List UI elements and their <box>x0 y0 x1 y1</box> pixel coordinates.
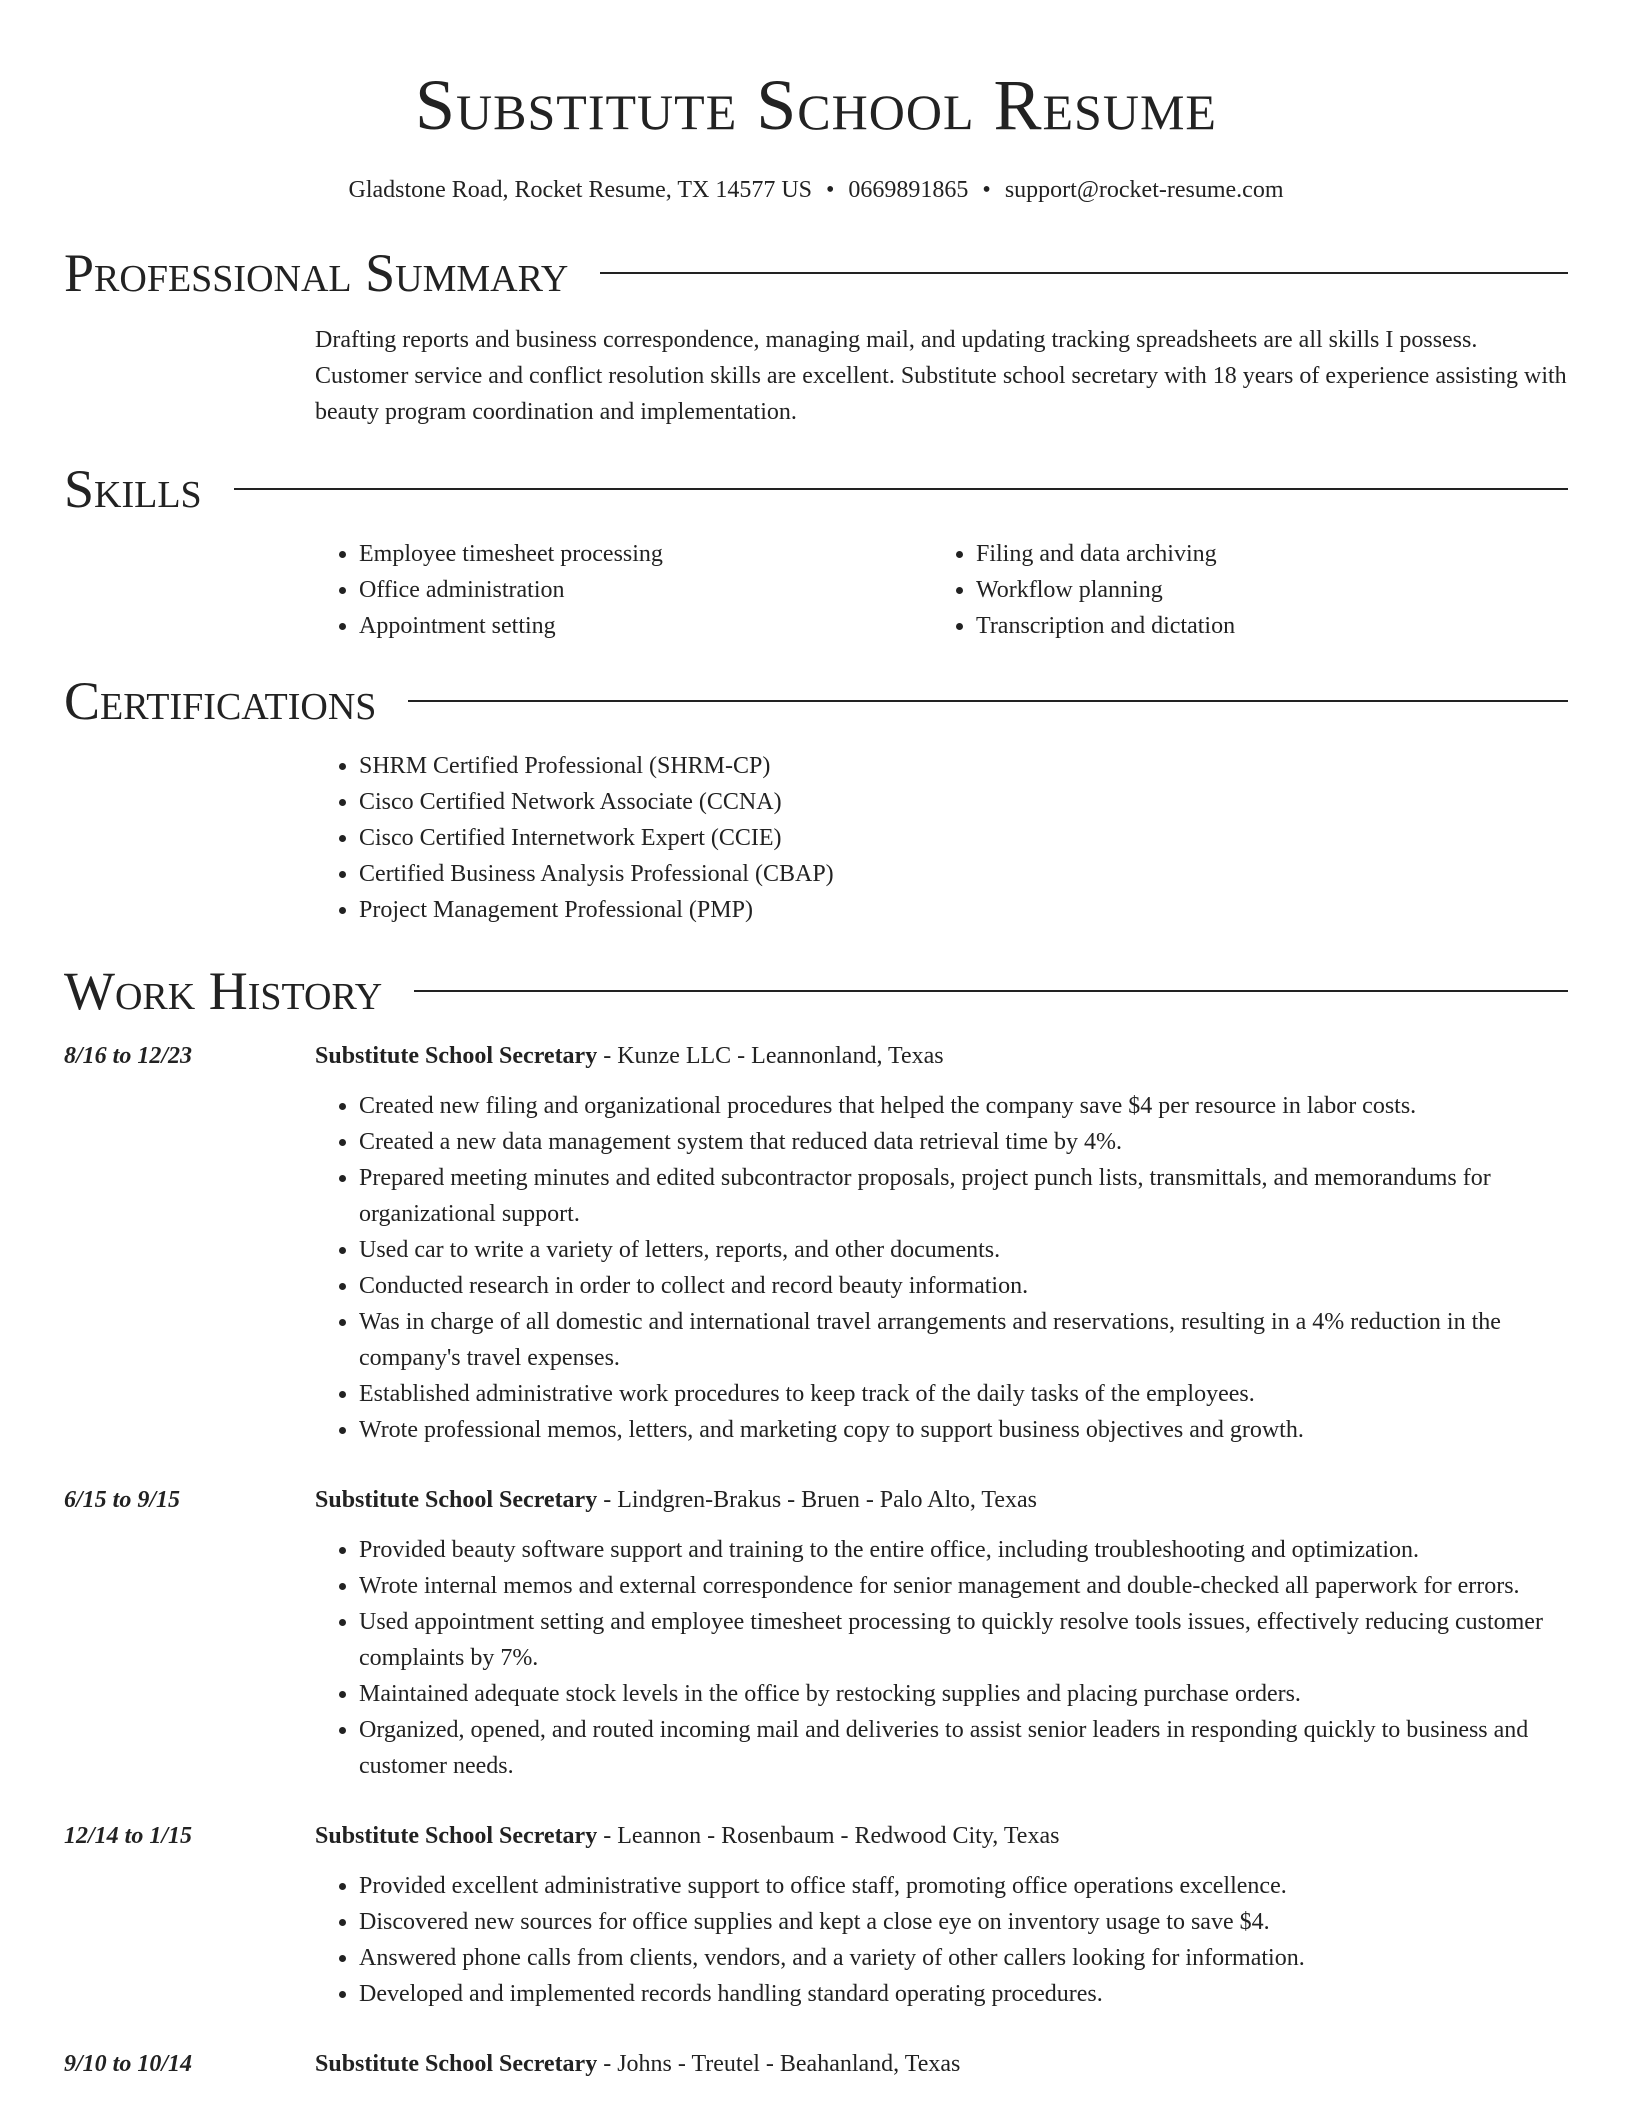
job-main <box>315 1482 1568 1784</box>
contact-email: support@rocket-resume.com <box>1004 177 1284 203</box>
job-title: Substitute School Secretary <box>315 1487 598 1513</box>
job-bullet: • Discovered new sources for office supplies and kept a close eye on inventory usage to save $4. <box>359 1904 1568 1940</box>
skills-list-left <box>315 536 932 644</box>
work-section-header <box>64 956 1568 1026</box>
job-bullet: • Created new filing and organizational procedures that helped the company save $4 per resource in labor costs. <box>359 1088 1568 1124</box>
certifications-section-body <box>315 748 1568 928</box>
certifications-section-title: Certifications <box>64 671 377 731</box>
job-bullet: • Prepared meeting minutes and edited subcontractor proposals, project punch lists, transmittals, and memorandums for organizational support. <box>359 1160 1568 1232</box>
summary-section-body <box>315 322 1568 430</box>
skills-list-right <box>932 536 1549 644</box>
summary-section-title: Professional Summary <box>64 243 569 303</box>
skill-item: • Transcription and dictation <box>976 608 1549 644</box>
section-divider <box>234 488 1568 490</box>
job-dates: 8/16 to 12/23 <box>64 1043 193 1069</box>
job-bullet: • Wrote internal memos and external correspondence for senior management and double-checked all paperwork for errors. <box>359 1568 1568 1604</box>
contact-address: Gladstone Road, Rocket Resume, TX 14577 US <box>348 177 812 203</box>
job-bullet: • Was in charge of all domestic and international travel arrangements and reservations, resulting in a 4% reduction in the company's travel expenses. <box>359 1304 1568 1376</box>
certifications-list <box>315 748 1568 928</box>
summary-section-header <box>64 238 1568 308</box>
job-main <box>315 1818 1568 2012</box>
certification-item: • Project Management Professional (PMP) <box>359 892 1568 928</box>
job-bullet: • Wrote professional memos, letters, and marketing copy to support business objectives and growth. <box>359 1412 1568 1448</box>
resume-title: Substitute School Resume <box>415 65 1217 145</box>
certification-item: • Certified Business Analysis Professional (CBAP) <box>359 856 1568 892</box>
skill-item: • Appointment setting <box>359 608 932 644</box>
job-employer: - Johns - Treutel - Beahanland, Texas <box>597 2051 961 2077</box>
job-title: Substitute School Secretary <box>315 1043 598 1069</box>
job-employer: - Leannon - Rosenbaum - Redwood City, Texas <box>597 1823 1060 1849</box>
section-divider <box>408 700 1568 702</box>
job-bullet: • Conducted research in order to collect and record beauty information. <box>359 1268 1568 1304</box>
job-bullet: • Established administrative work procedures to keep track of the daily tasks of the employees. <box>359 1376 1568 1412</box>
resume-page <box>64 0 1568 2082</box>
skills-section-header <box>64 454 1568 524</box>
contact-phone: 0669891865 <box>848 177 969 203</box>
job-bullet: • Answered phone calls from clients, vendors, and a variety of other callers looking for information. <box>359 1940 1568 1976</box>
job-bullet: • Provided excellent administrative support to office staff, promoting office operations excellence. <box>359 1868 1568 1904</box>
job-bullet: • Created a new data management system that reduced data retrieval time by 4%. <box>359 1124 1568 1160</box>
job-employer: - Lindgren-Brakus - Bruen - Palo Alto, Texas <box>597 1487 1038 1513</box>
summary-text: Drafting reports and business correspondence, managing mail, and updating tracking spreadsheets are all skills I possess. Customer service and conflict resolution skills are excellent. Substitute school secretary with 18 years of experience assisting with beauty program coordination and implementation. <box>315 327 1567 425</box>
job-dates: 9/10 to 10/14 <box>64 2051 193 2077</box>
job-bullet: • Organized, opened, and routed incoming mail and deliveries to assist senior leaders in responding quickly to business and customer needs. <box>359 1712 1568 1784</box>
skill-item: • Office administration <box>359 572 932 608</box>
job-title: Substitute School Secretary <box>315 1823 598 1849</box>
skill-item: • Workflow planning <box>976 572 1549 608</box>
section-divider <box>600 272 1568 274</box>
job-entry <box>64 2046 1568 2082</box>
work-section-title: Work History <box>64 961 383 1021</box>
job-heading <box>315 1482 1568 1518</box>
job-main <box>315 1038 1568 1448</box>
job-heading <box>315 1818 1568 1854</box>
job-bullets <box>315 1532 1568 1784</box>
certification-item: • SHRM Certified Professional (SHRM-CP) <box>359 748 1568 784</box>
contact-separator: • <box>982 177 991 203</box>
job-heading <box>315 2046 1568 2082</box>
job-bullet: • Provided beauty software support and training to the entire office, including troubleshooting and optimization. <box>359 1532 1568 1568</box>
job-bullet: • Developed and implemented records handling standard operating procedures. <box>359 1976 1568 2012</box>
contact-separator: • <box>826 177 835 203</box>
job-heading <box>315 1038 1568 1074</box>
job-bullet: • Used appointment setting and employee timesheet processing to quickly resolve tools issues, effectively reducing customer complaints by 7%. <box>359 1604 1568 1676</box>
skills-section-title: Skills <box>64 459 202 519</box>
job-entry <box>64 1038 1568 1448</box>
job-title: Substitute School Secretary <box>315 2051 598 2077</box>
job-bullet: • Used car to write a variety of letters, reports, and other documents. <box>359 1232 1568 1268</box>
skill-item: • Filing and data archiving <box>976 536 1549 572</box>
job-dates: 6/15 to 9/15 <box>64 1487 181 1513</box>
job-bullets <box>315 1088 1568 1448</box>
skill-item: • Employee timesheet processing <box>359 536 932 572</box>
job-employer: - Kunze LLC - Leannonland, Texas <box>597 1043 944 1069</box>
job-bullet: • Maintained adequate stock levels in the office by restocking supplies and placing purchase orders. <box>359 1676 1568 1712</box>
certification-item: • Cisco Certified Network Associate (CCNA) <box>359 784 1568 820</box>
skills-grid <box>315 536 1568 644</box>
certification-item: • Cisco Certified Internetwork Expert (CCIE) <box>359 820 1568 856</box>
skills-section-body <box>315 536 1568 644</box>
job-entry <box>64 1482 1568 1784</box>
job-entry <box>64 1818 1568 2012</box>
certifications-section-header <box>64 666 1568 736</box>
job-bullets <box>315 1868 1568 2012</box>
job-main <box>315 2046 1568 2082</box>
job-dates: 12/14 to 1/15 <box>64 1823 193 1849</box>
contact-line <box>64 174 1568 206</box>
section-divider <box>414 990 1568 992</box>
